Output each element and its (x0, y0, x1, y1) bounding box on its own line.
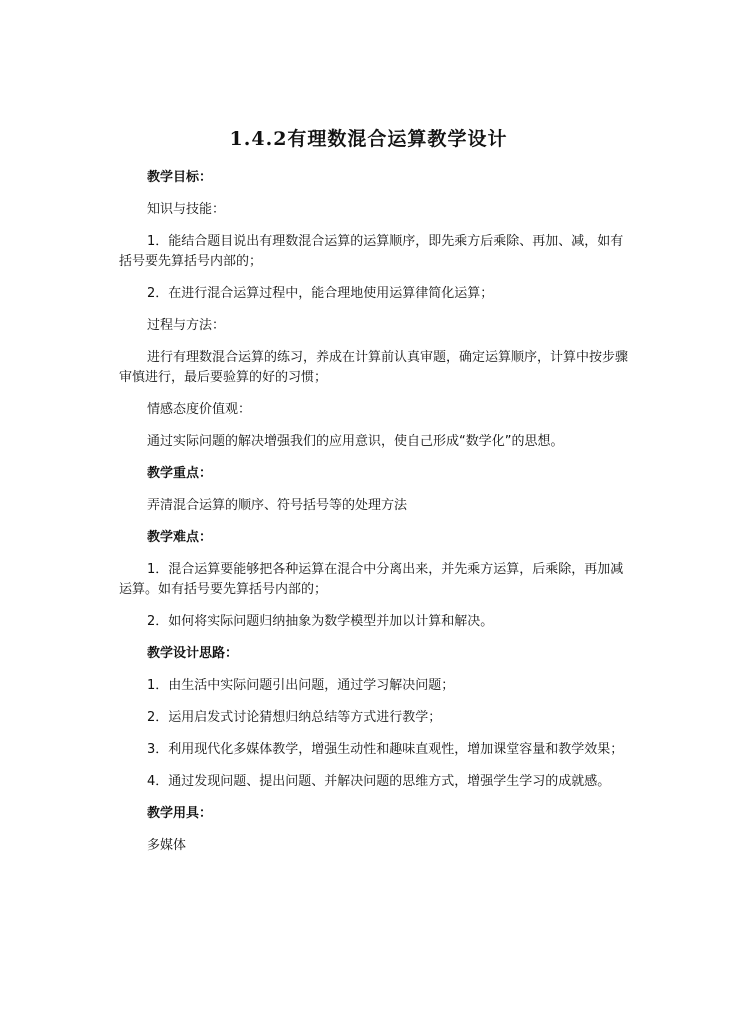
difficulties-item-2: 2．如何将实际问题归纳抽象为数学模型并加以计算和解决。 (147, 614, 494, 629)
difficulties-heading: 教学难点： (147, 530, 213, 545)
tools-heading: 教学用具： (147, 806, 213, 821)
design-item-4: 4．通过发现问题、提出问题、并解决问题的思维方式，增强学生学习的成就感。 (147, 774, 611, 789)
tools-item-1: 多媒体 (147, 838, 187, 853)
design-heading: 教学设计思路： (147, 646, 239, 661)
design-item-1: 1．由生活中实际问题引出问题，通过学习解决问题； (147, 678, 455, 693)
process-methods-label: 过程与方法： (147, 318, 226, 333)
key-points-item-1: 弄清混合运算的顺序、符号括号等的处理方法 (147, 498, 408, 513)
difficulties-item-1: 1．混合运算要能够把各种运算在混合中分离出来，并先乘方运算，后乘除，再加减运算。如有括号要先算括号内部的； (119, 562, 624, 597)
emotion-values-item-1: 通过实际问题的解决增强我们的应用意识，使自己形成“数学化”的思想。 (147, 434, 564, 449)
objectives-heading: 教学目标： (147, 170, 213, 185)
design-item-2: 2．运用启发式讨论猜想归纳总结等方式进行教学； (147, 710, 442, 725)
process-methods-item-1: 进行有理数混合运算的练习，养成在计算前认真审题，确定运算顺序，计算中按步骤审慎进行，最后要验算的好的习惯； (119, 350, 629, 385)
knowledge-skills-item-1: 1．能结合题目说出有理数混合运算的运算顺序，即先乘方后乘除、再加、减，如有括号要先算括号内部的； (119, 234, 624, 269)
document-body (119, 168, 629, 856)
design-item-3: 3．利用现代化多媒体教学，增强生动性和趣味直观性，增加课堂容量和教学效果； (147, 742, 624, 757)
knowledge-skills-item-2: 2．在进行混合运算过程中，能合理地使用运算律简化运算； (147, 286, 494, 301)
knowledge-skills-label: 知识与技能： (147, 202, 226, 217)
key-points-heading: 教学重点： (147, 466, 213, 481)
document-title: 1.4.2有理数混合运算教学设计 (229, 128, 508, 150)
emotion-values-label: 情感态度价值观： (147, 402, 252, 417)
